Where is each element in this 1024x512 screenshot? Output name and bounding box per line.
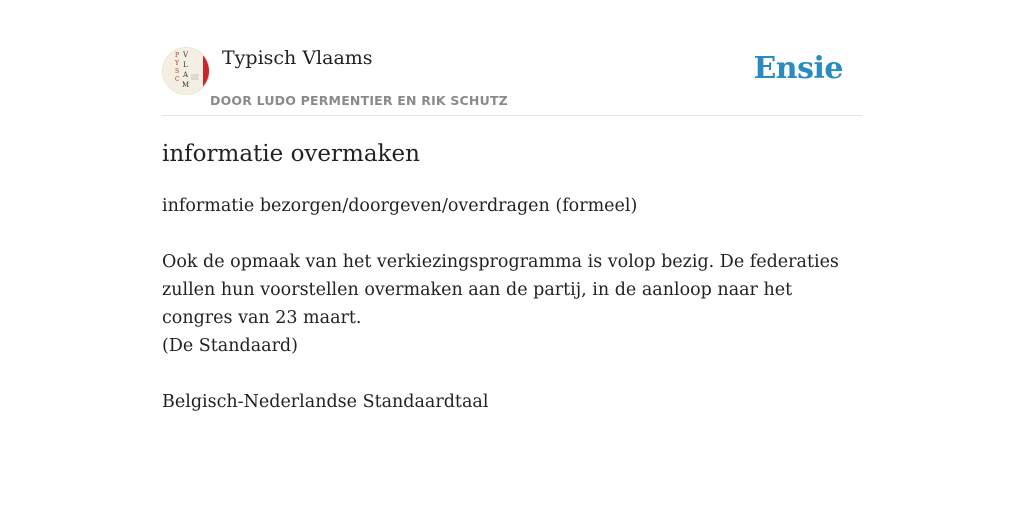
entry-register: Belgisch-Nederlandse Standaardtaal [162,392,489,412]
svg-text:Y: Y [175,60,179,67]
entry-header [162,0,862,116]
svg-text:P: P [175,52,180,59]
svg-text:L: L [183,61,188,69]
svg-text:C: C [175,76,180,83]
entry-body [162,192,862,416]
entry-definition: informatie bezorgen/doorgeven/overdragen (formeel) [162,196,638,216]
dictionary-title[interactable]: Typisch Vlaams [222,47,373,69]
entry-title: informatie overmaken [162,141,420,167]
svg-text:V: V [183,51,189,59]
book-cover-logo-icon[interactable] [162,47,210,95]
svg-text:M: M [182,81,190,89]
paragraph-gap [162,220,862,248]
svg-text:A: A [183,71,189,79]
svg-text:S: S [175,68,180,75]
entry-card [162,0,862,412]
ensie-logo-link[interactable]: Ensie [753,51,843,86]
entry-example: Ook de opmaak van het verkiezingsprogramma is volop bezig. De federaties zullen hun voorstellen overmaken aan de partij, in de aanloop naar het congres van 23 maart. [162,252,839,328]
paragraph-gap [162,360,862,388]
entry-source: (De Standaard) [162,336,298,356]
dictionary-authors: DOOR LUDO PERMENTIER EN RIK SCHUTZ [210,93,508,108]
